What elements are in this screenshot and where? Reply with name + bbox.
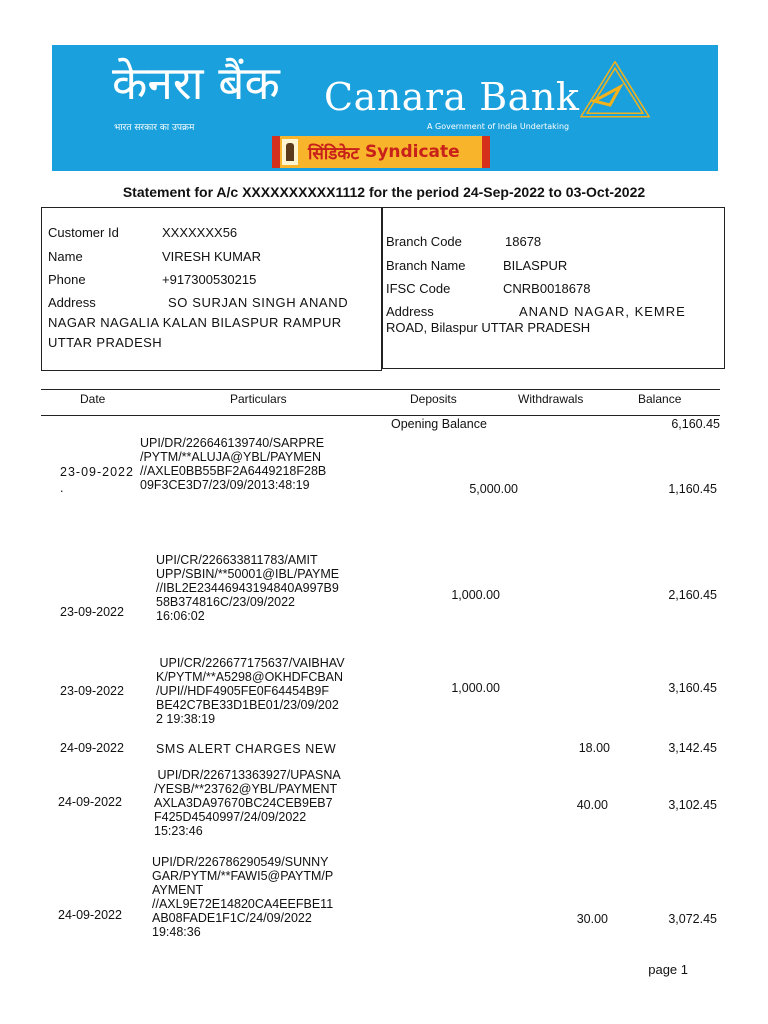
row-particulars: UPI/DR/226786290549/SUNNY GAR/PYTM/**FAWI5@PAYTM/P AYMENT //AXL9E72E14820CA4EEFBE11 AB08FADE1F1C/24/09/2022 19:48:36 <box>152 855 334 939</box>
row-particulars: UPI/DR/226713363927/UPASNA /YESB/**23762@YBL/PAYMENT AXLA3DA97670BC24CEB9EB7 F425D4540997/24/09/2022 15:23:46 <box>154 768 341 838</box>
customer-phone-value: +917300530215 <box>162 272 257 287</box>
col-header-particulars: Particulars <box>230 392 287 406</box>
row-balance: 2,160.45 <box>668 588 717 602</box>
row-date: 24-09-2022 <box>58 908 122 922</box>
bank-tagline-hindi: भारत सरकार का उपक्रम <box>114 123 195 133</box>
row-balance: 1,160.45 <box>668 482 717 496</box>
customer-info-box <box>41 207 382 371</box>
bank-name-hindi: केनरा बैंक <box>112 56 280 110</box>
row-balance: 3,160.45 <box>668 681 717 695</box>
row-balance: 3,142.45 <box>668 741 717 755</box>
row-date-suffix: . <box>60 481 64 495</box>
syndicate-emblem-icon <box>282 139 298 165</box>
row-particulars: UPI/DR/226646139740/SARPRE /PYTM/**ALUJA@YBL/PAYMEN //AXLE0BB55BF2A6449218F28B 09F3CE3D7/23/09/2013:48:19 <box>140 436 327 492</box>
col-header-deposits: Deposits <box>410 392 457 406</box>
ifsc-code-label: IFSC Code <box>386 281 451 296</box>
syndicate-name-english: Syndicate <box>365 142 460 162</box>
branch-code-label: Branch Code <box>386 234 462 249</box>
table-header-rule <box>41 415 720 416</box>
row-deposit: 1,000.00 <box>451 681 500 695</box>
row-particulars: UPI/CR/226677175637/VAIBHAV K/PYTM/**A5298@OKHDFCBAN /UPI//HDF4905FE0F64454B9F BE42C7BE33D1BE01/23/09/202 2 19:38:19 <box>156 656 345 726</box>
page-number: page 1 <box>648 962 688 977</box>
col-header-date: Date <box>80 392 106 406</box>
bank-header-banner <box>52 45 718 171</box>
bank-name-english: Canara Bank <box>324 75 580 119</box>
customer-id-value: XXXXXXX56 <box>162 225 238 240</box>
opening-balance-label: Opening Balance <box>391 417 487 431</box>
branch-info-box <box>382 207 725 369</box>
row-date: 24-09-2022 <box>60 741 124 755</box>
row-balance: 3,072.45 <box>668 912 717 926</box>
syndicate-logo <box>272 136 490 168</box>
row-date: 24-09-2022 <box>58 795 122 809</box>
branch-name-label: Branch Name <box>386 258 466 273</box>
row-particulars: UPI/CR/226633811783/AMIT UPP/SBIN/**50001@IBL/PAYME //IBL2E23446943194840A997B9 58B374816C/23/09/2022 16:06:02 <box>156 553 340 623</box>
bank-tagline-english: A Government of India Undertaking <box>427 122 570 131</box>
customer-name-value: VIRESH KUMAR <box>162 249 261 264</box>
branch-address-line1: ANAND NAGAR, KEMRE <box>519 304 686 319</box>
branch-code-value: 18678 <box>505 234 542 249</box>
customer-address-label: Address <box>48 295 96 310</box>
customer-id-label: Customer Id <box>48 225 119 240</box>
row-balance: 3,102.45 <box>668 798 717 812</box>
branch-name-value: BILASPUR <box>503 258 568 273</box>
ifsc-code-value: CNRB0018678 <box>503 281 591 296</box>
row-deposit: 5,000.00 <box>469 482 518 496</box>
row-particulars: SMS ALERT CHARGES NEW <box>156 742 337 756</box>
canara-logo-icon <box>580 61 650 119</box>
col-header-balance: Balance <box>638 392 682 406</box>
row-withdrawal: 30.00 <box>576 912 608 926</box>
row-date: 23-09-2022 <box>60 684 124 698</box>
customer-address-line1: SO SURJAN SINGH ANAND <box>168 295 349 310</box>
customer-address-rest: NAGAR NAGALIA KALAN BILASPUR RAMPUR UTTAR PRADESH <box>48 315 342 350</box>
col-header-withdrawals: Withdrawals <box>518 392 584 406</box>
customer-name-label: Name <box>48 249 83 264</box>
row-date: 23-09-2022 <box>60 605 124 619</box>
table-top-rule <box>41 389 720 390</box>
opening-balance-value: 6,160.45 <box>671 417 720 431</box>
branch-address-label: Address <box>386 304 434 319</box>
row-withdrawal: 18.00 <box>578 741 610 755</box>
customer-phone-label: Phone <box>48 272 86 287</box>
syndicate-name-hindi: सिंडिकेट <box>308 143 360 164</box>
statement-title: Statement for A/c XXXXXXXXXX1112 for the period 24-Sep-2022 to 03-Oct-2022 <box>122 184 646 200</box>
row-deposit: 1,000.00 <box>451 588 500 602</box>
branch-address-rest: ROAD, Bilaspur UTTAR PRADESH <box>386 320 591 335</box>
row-date: 23-09-2022 <box>60 465 134 479</box>
row-withdrawal: 40.00 <box>576 798 608 812</box>
